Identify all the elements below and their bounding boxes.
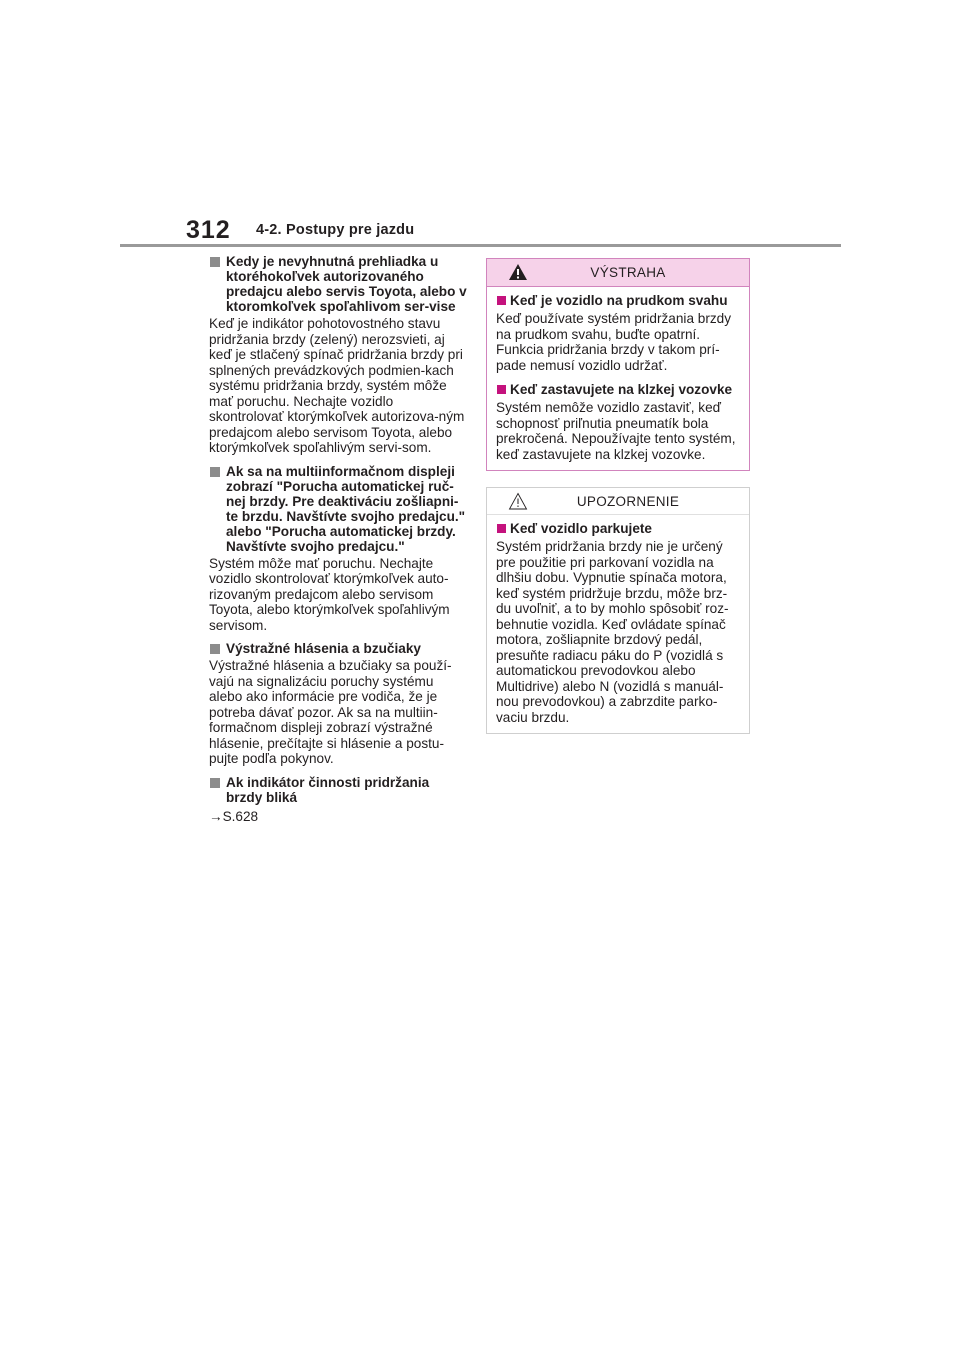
warning-text: Systém nemôže vozidlo zastaviť, keď schopnosť priľnutia pneumatík bola prekročená. Nepoužívajte tento systém, keď zastavujete na klzkej vozovke.	[496, 400, 736, 462]
section-display-message	[209, 464, 467, 634]
warning-heading-slippery-road: Keď zastavujete na klzkej vozovke	[496, 382, 741, 397]
square-bullet-icon	[497, 296, 506, 305]
warning-text: Keď používate systém pridržania brzdy na prudkom svahu, buďte opatrní. Funkcia pridržania brzdy v takom prí-pade nemusí vozidlo udržať.	[496, 311, 732, 373]
section-warning-buzzers	[209, 641, 467, 767]
caution-text: Systém pridržania brzdy nie je určený pre použitie pri parkovaní vozidla na dlhšiu dobu. Vypnutie spínača motora, keď systém pridržuje brzdu, môže brz-du uvoľniť, a to by mohlo spôsobiť roz-behnutie vozidla. Keď ovládate spínač motora, zošliapnite brzdový pedál, presuňte radiacu páku do P (vozidlá s automatickou prevodovkou alebo Multidrive) alebo N (vozidlá s manuál-nou prevodovkou) a zabrzdite parko-vaciu brzdu.	[496, 539, 729, 725]
warning-heading-steep-slope: Keď je vozidlo na prudkom svahu	[496, 293, 741, 308]
warning-box	[486, 258, 750, 471]
caution-triangle-icon	[508, 492, 528, 510]
left-column	[209, 254, 467, 832]
square-bullet-icon	[210, 644, 220, 654]
section-heading: Kedy je nevyhnutná prehliadka u ktoréhokoľvek autorizovaného predajcu alebo servis Toyota, alebo v ktoromkoľvek spoľahlivom ser-vise	[209, 254, 467, 314]
header-divider	[120, 244, 841, 247]
section-text: Systém môže mať poruchu. Nechajte vozidlo skontrolovať ktorýmkoľvek auto-rizovaným predajcom alebo servisom Toyota, alebo ktorýmkoľvek spoľahlivým servisom.	[209, 555, 450, 633]
section-heading: Ak indikátor činnosti pridržania brzdy bliká	[209, 775, 467, 805]
warning-triangle-icon	[508, 263, 528, 281]
square-bullet-icon	[497, 385, 506, 394]
square-bullet-icon	[210, 257, 220, 267]
caution-title: UPOZORNENIE	[576, 493, 680, 509]
section-text: Keď je indikátor pohotovostného stavu pridržania brzdy (zelený) nerozsvieti, aj keď je stlačený spínač pridržania brzdy pri splnených prevádzkových podmien-kach systému pridržania brzdy, systém môže mať poruchu. Nechajte vozidlo skontrolovať ktorýmkoľvek autorizova-ným predajcom alebo servisom Toyota, alebo ktorýmkoľvek spoľahlivým servi-som.	[209, 316, 465, 455]
section-indicator-blinks	[209, 775, 467, 825]
square-bullet-icon	[497, 524, 506, 533]
caution-heading-parking: Keď vozidlo parkujete	[496, 521, 741, 536]
page-header	[186, 212, 414, 248]
section-title: 4-2. Postupy pre jazdu	[256, 222, 415, 238]
page-number: 312	[186, 215, 231, 244]
warning-title: VÝSTRAHA	[590, 265, 666, 280]
section-text: Výstražné hlásenia a bzučiaky sa použí-vajú na signalizáciu poruchy systému alebo ako informácie pre vodiča, že je potreba dávať pozor. Ak sa na multiin-formačnom displeji zobrazí výstražné hlásenie, prečítajte si hlásenie a postu-pujte podľa pokynov.	[209, 658, 452, 766]
page-reference-link[interactable]: →S.628	[209, 808, 259, 824]
warning-box-body	[487, 287, 749, 470]
section-heading: Ak sa na multiinformačnom displeji zobrazí "Porucha automatickej ruč-nej brzdy. Pre deaktiváciu zošliapni-te brzdu. Navštívte svojho predajcu." alebo "Porucha automatickej brzdy. Navštívte svojho predajcu."	[209, 464, 467, 554]
square-bullet-icon	[210, 467, 220, 477]
caution-box-body	[487, 515, 749, 733]
caution-box	[486, 487, 750, 734]
warning-box-header	[487, 259, 749, 287]
square-bullet-icon	[210, 778, 220, 788]
section-heading: Výstražné hlásenia a bzučiaky	[209, 641, 467, 656]
section-service-inspection	[209, 254, 467, 456]
caution-box-header	[487, 488, 749, 515]
right-column	[486, 258, 750, 734]
